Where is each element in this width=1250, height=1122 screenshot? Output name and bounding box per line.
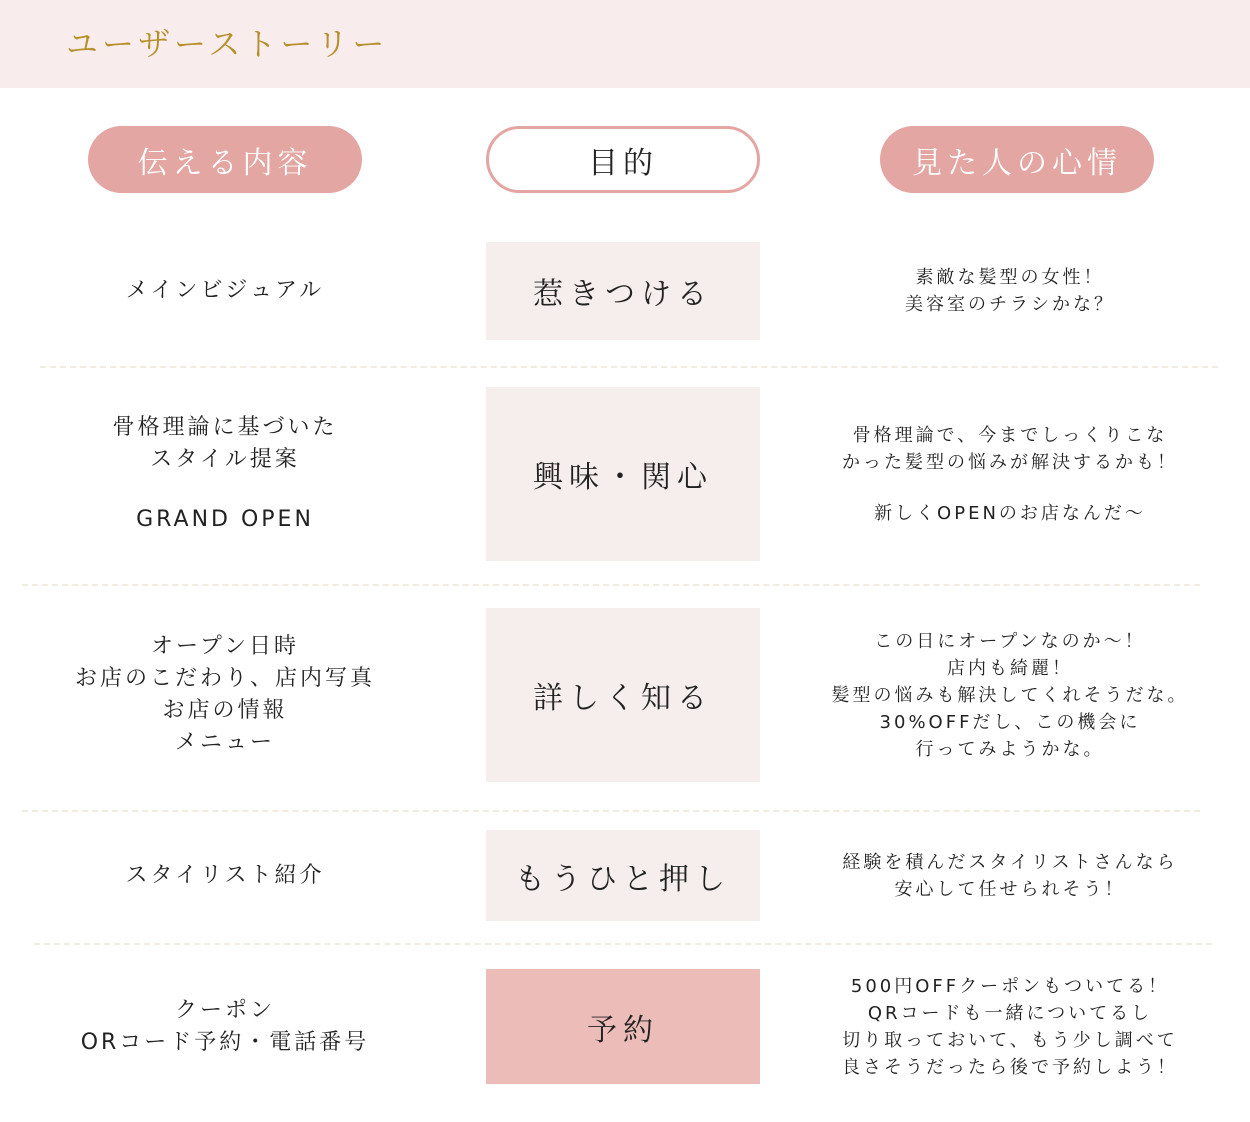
content-cell — [40, 387, 410, 561]
feeling-line: 良さそうだったら後で予約しよう！ — [842, 1056, 1178, 1078]
feeling-line: 安心して任せられそう！ — [894, 878, 1126, 900]
purpose-box: 詳しく知る — [486, 608, 760, 782]
purpose-box: 興味・関心 — [486, 387, 760, 561]
feeling-line: 店内も綺麗！ — [947, 657, 1073, 679]
row-divider — [40, 366, 1218, 368]
content-cell — [40, 608, 410, 782]
feeling-line: 30%OFFだし、この機会に — [879, 711, 1141, 733]
purpose-box: もうひと押し — [486, 830, 760, 921]
feeling-cell — [800, 830, 1220, 921]
feeling-line: 500円OFFクーポンもついてる！ — [850, 975, 1170, 997]
column-header-content: 伝える内容 — [88, 126, 362, 193]
content-line: メニュー — [174, 730, 275, 755]
feeling-line: 素敵な髪型の女性！ — [915, 267, 1105, 288]
content-line: ORコード予約・電話番号 — [80, 1029, 370, 1055]
content-line: オープン日時 — [150, 634, 300, 659]
content-line: GRAND OPEN — [136, 507, 314, 532]
feeling-line: QRコードも一緒についてるし — [867, 1002, 1153, 1024]
feeling-line: 骨格理論で、今までしっくりこな — [852, 424, 1168, 446]
feeling-line: 美容室のチラシかな？ — [905, 294, 1115, 315]
row-divider — [34, 943, 1212, 945]
column-header-purpose: 目的 — [486, 126, 760, 193]
content-cell — [40, 242, 410, 340]
content-line: スタイリスト紹介 — [125, 862, 325, 888]
feeling-cell — [800, 242, 1220, 340]
content-cell — [40, 830, 410, 921]
content-line: クーポン — [174, 997, 275, 1023]
purpose-box-reservation: 予約 — [486, 969, 760, 1084]
purpose-box: 惹きつける — [486, 242, 760, 340]
feeling-cell — [800, 969, 1220, 1084]
feeling-line: 切り取っておいて、もう少し調べて — [842, 1029, 1178, 1051]
feeling-line: 行ってみようかな。 — [915, 738, 1105, 760]
content-line: お店のこだわり、店内写真 — [74, 666, 375, 691]
content-line: メインビジュアル — [125, 278, 325, 303]
content-line: スタイル提案 — [150, 447, 300, 472]
feeling-line: 髪型の悩みも解決してくれそうだな。 — [831, 684, 1189, 706]
content-cell — [40, 969, 410, 1084]
page-title: ユーザーストーリー — [66, 25, 389, 63]
header-bar — [0, 0, 1250, 88]
row-divider — [22, 810, 1200, 812]
feeling-cell — [800, 387, 1220, 561]
content-line: お店の情報 — [162, 698, 288, 723]
feeling-line: 経験を積んだスタイリストさんなら — [842, 851, 1178, 873]
feeling-line: この日にオープンなのか〜！ — [874, 630, 1146, 652]
column-header-feeling: 見た人の心情 — [880, 126, 1154, 193]
feeling-line: 新しくOPENのお店なんだ〜 — [874, 502, 1146, 524]
feeling-cell — [800, 608, 1220, 782]
row-divider — [22, 584, 1200, 586]
feeling-line: かった髪型の悩みが解決するかも！ — [842, 451, 1178, 473]
content-line: 骨格理論に基づいた — [112, 415, 338, 440]
